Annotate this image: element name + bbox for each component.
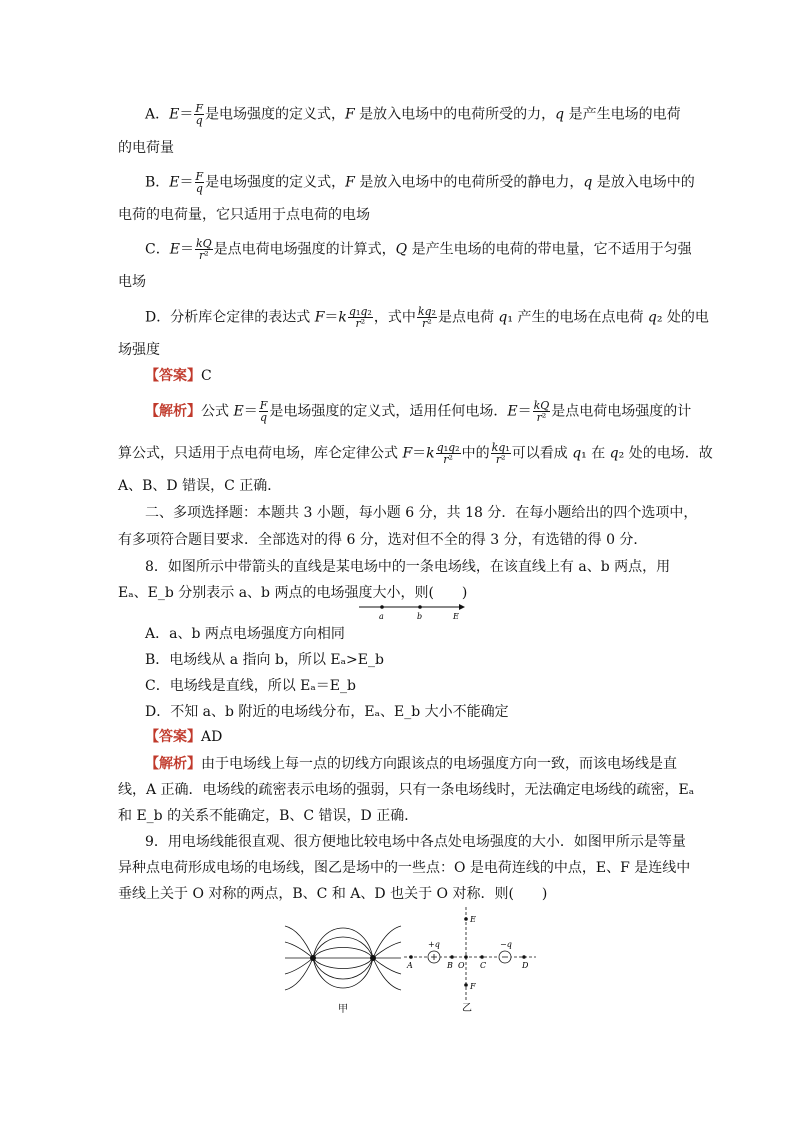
explanation-7-line1: 【解析】公式 E＝ $\frac{F}{q}$ 是电场强度的定义式，适用任何电场．E＝ $\frac{kQ}{\text{r²}}$ 是点电荷电场强度的计: [145, 399, 692, 424]
answer-tag: 【答案】: [145, 729, 201, 745]
explanation-tag: 【解析】: [145, 756, 201, 772]
explanation-8-line2: 线，A 正确．电场线的疏密表示电场的强弱，只有一条电场线时，无法确定电场线的疏密，Eₐ: [118, 782, 695, 798]
figure-yi-caption: 乙: [462, 1003, 472, 1014]
point-F-label: F: [470, 982, 476, 991]
answer-7: [145, 366, 705, 386]
figure-jia-caption: 甲: [338, 1004, 348, 1015]
answer-8: [145, 727, 705, 747]
option-8b: B．电场线从 a 指向 b，所以 Eₐ>E_b: [145, 652, 384, 668]
question-9-line3: 垂线上关于 O 对称的两点，B、C 和 A、D 也关于 O 对称．则( ): [118, 886, 548, 902]
minus-q-label: −q: [500, 940, 512, 949]
explanation-7-line3: A、B、D 错误，C 正确．: [118, 478, 282, 494]
point-D-label: D: [522, 961, 529, 970]
section-2-line2: 有多项符合题目要求．全部选对的得 6 分，选对但不全的得 3 分，有选错的得 0 分．: [118, 532, 648, 548]
option-7c-line2: 电场: [118, 274, 146, 290]
field-e-label: E: [453, 612, 459, 621]
point-b-label: b: [417, 612, 423, 621]
option-8d: D．不知 a、b 附近的电场线分布，Eₐ、E_b 大小不能确定: [145, 704, 509, 720]
option-7c-line1: C．E＝ $\frac{kQ}{\text{r²}}$ 是点电荷电场强度的计算式，Q 是产生电场的电荷的带电量，它不适用于匀强: [145, 237, 692, 262]
option-8a: A．a、b 两点电场强度方向相同: [145, 626, 345, 642]
point-C-label: C: [480, 961, 487, 970]
points-figure-yi: [400, 905, 540, 1015]
dipole-field-figure-jia: [283, 910, 403, 1020]
section-2-line1: 二、多项选择题：本题共 3 小题，每小题 6 分，共 18 分．在每小题给出的四个选项中，: [145, 505, 698, 521]
question-9-line2: 异种点电荷形成电场的电场线，图乙是场中的一些点：O 是电荷连线的中点，E、F 是连线中: [118, 860, 691, 876]
explanation-7-line2: 算公式，只适用于点电荷电场，库仑定律公式 F＝k $\frac{\text{q₁q₂}}{\text{r²}}$ 中的 $\frac{\text{kq₁}}{\text{r²}}$ 可以看成 q₁ 在 q₂ 处的电场．故: [118, 441, 713, 466]
question-8-line1: 8．如图所示中带箭头的直线是某电场中的一条电场线，在该直线上有 a、b 两点，用: [145, 559, 671, 575]
point-a-label: a: [379, 612, 384, 621]
option-7b-line1: B．E＝ $\frac{F}{q}$ 是电场强度的定义式，F 是放入电场中的电荷所受的静电力，q 是放入电场中的: [145, 170, 695, 195]
question-9-line1: 9．用电场线能很直观、很方便地比较电场中各点处电场强度的大小．如图甲所示是等量: [145, 834, 686, 850]
answer-value: C: [201, 368, 212, 384]
option-7a-line2: 的电荷量: [118, 140, 174, 156]
explanation-8-line3: 和 E_b 的关系不能确定，B、C 错误，D 正确．: [118, 808, 419, 824]
point-O-label: O: [458, 961, 465, 970]
option-7a-line1: A．E＝ $\frac{F}{q}$ 是电场强度的定义式，F 是放入电场中的电荷所受的力，q 是产生电场的电荷: [145, 102, 681, 127]
option-7b-line2: 电荷的电荷量，它只适用于点电荷的电场: [118, 207, 370, 223]
option-8c: C．电场线是直线，所以 Eₐ＝E_b: [145, 678, 356, 694]
option-7d-line1: D．分析库仑定律的表达式 F＝k $\frac{\text{q₁q₂}}{\text{r²}}$ ，式中 $\frac{\text{kq₂}}{\text{r²}}$ 是点电荷 q₁ 产生的电场在点电荷 q₂ 处的电: [145, 305, 709, 330]
answer-tag: 【答案】: [145, 368, 201, 384]
question-8-line2: Eₐ、E_b 分别表示 a、b 两点的电场强度大小，则( ): [118, 585, 468, 601]
point-B-label: B: [447, 961, 453, 970]
explanation-tag: 【解析】: [145, 403, 201, 420]
field-line-figure: [355, 600, 470, 622]
plus-q-label: +q: [428, 940, 440, 949]
option-7d-line2: 场强度: [118, 342, 160, 358]
point-E-label: E: [470, 915, 476, 924]
point-A-label: A: [407, 961, 413, 970]
explanation-8-line1: 【解析】由于电场线上每一点的切线方向跟该点的电场强度方向一致，而该电场线是直: [145, 756, 677, 772]
answer-value: AD: [201, 729, 223, 745]
